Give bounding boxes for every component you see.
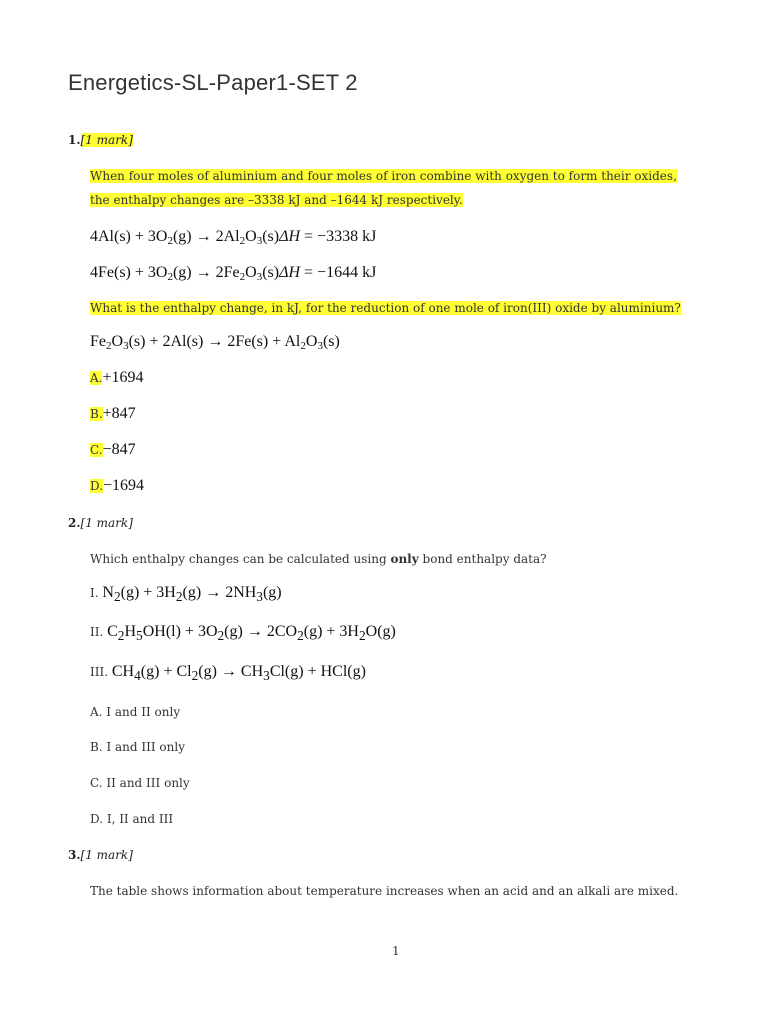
question-1-option-d: D.−1694 bbox=[90, 477, 145, 494]
question-1-header bbox=[68, 133, 133, 147]
question-1-intro: When four moles of aluminium and four moles of iron combine with oxygen to form their oxides, the enthalpy changes are –3338 kJ and –1644 kJ respectively. bbox=[90, 169, 677, 207]
equation-iron-oxide: $4Fe(s) + 3O_2(g) \to 2Fe_2O_3(s)\Delta H = -1644$ kJ bbox=[90, 264, 377, 283]
reaction-i: I. $N_2(g) + 3H_2(g) \to 2NH_3(g)$ bbox=[90, 584, 282, 605]
question-1-option-a: A.+1694 bbox=[90, 369, 144, 386]
equation-aluminium-oxide: $4Al(s) + 3O_2(g) \to 2Al_2O_3(s)\Delta H = -3338$ kJ bbox=[90, 228, 377, 247]
question-1-option-b: B.+847 bbox=[90, 405, 136, 422]
question-3-number: 3. bbox=[68, 848, 81, 862]
question-1-marks: [1 mark] bbox=[80, 133, 133, 147]
question-3-header bbox=[68, 848, 133, 862]
question-2-option-a: A. I and II only bbox=[90, 705, 181, 719]
question-2-option-d: D. I, II and III bbox=[90, 812, 174, 826]
reaction-iii: III. $CH_4(g) + Cl_2(g) \to CH_3Cl(g) + HCl(g)$ bbox=[90, 663, 366, 684]
question-1-number: 1. bbox=[68, 133, 81, 147]
reaction-ii: II. $C_2H_5OH(l) + 3O_2(g) \to 2CO_2(g) + 3H_2O(g)$ bbox=[90, 623, 396, 644]
question-3-marks: [1 mark] bbox=[80, 848, 133, 862]
question-2-option-c: C. II and III only bbox=[90, 776, 190, 790]
equation-reduction: $Fe_2O_3(s) + 2Al(s) \to 2Fe(s) + Al_2O_3(s)$ bbox=[90, 333, 340, 352]
question-1-option-c: C.−847 bbox=[90, 441, 136, 458]
question-2-header bbox=[68, 516, 133, 530]
question-2-number: 2. bbox=[68, 516, 81, 530]
page-number: 1 bbox=[392, 944, 400, 958]
page-title: Energetics-SL-Paper1-SET 2 bbox=[68, 70, 358, 95]
question-2-marks: [1 mark] bbox=[80, 516, 133, 530]
question-3-intro: The table shows information about temperature increases when an acid and an alkali are mixed. bbox=[90, 884, 679, 898]
question-2-option-b: B. I and III only bbox=[90, 740, 185, 754]
question-2-question: Which enthalpy changes can be calculated using only bond enthalpy data? bbox=[90, 552, 547, 566]
question-1-question: What is the enthalpy change, in kJ, for the reduction of one mole of iron(III) oxide by aluminium? bbox=[90, 301, 681, 315]
